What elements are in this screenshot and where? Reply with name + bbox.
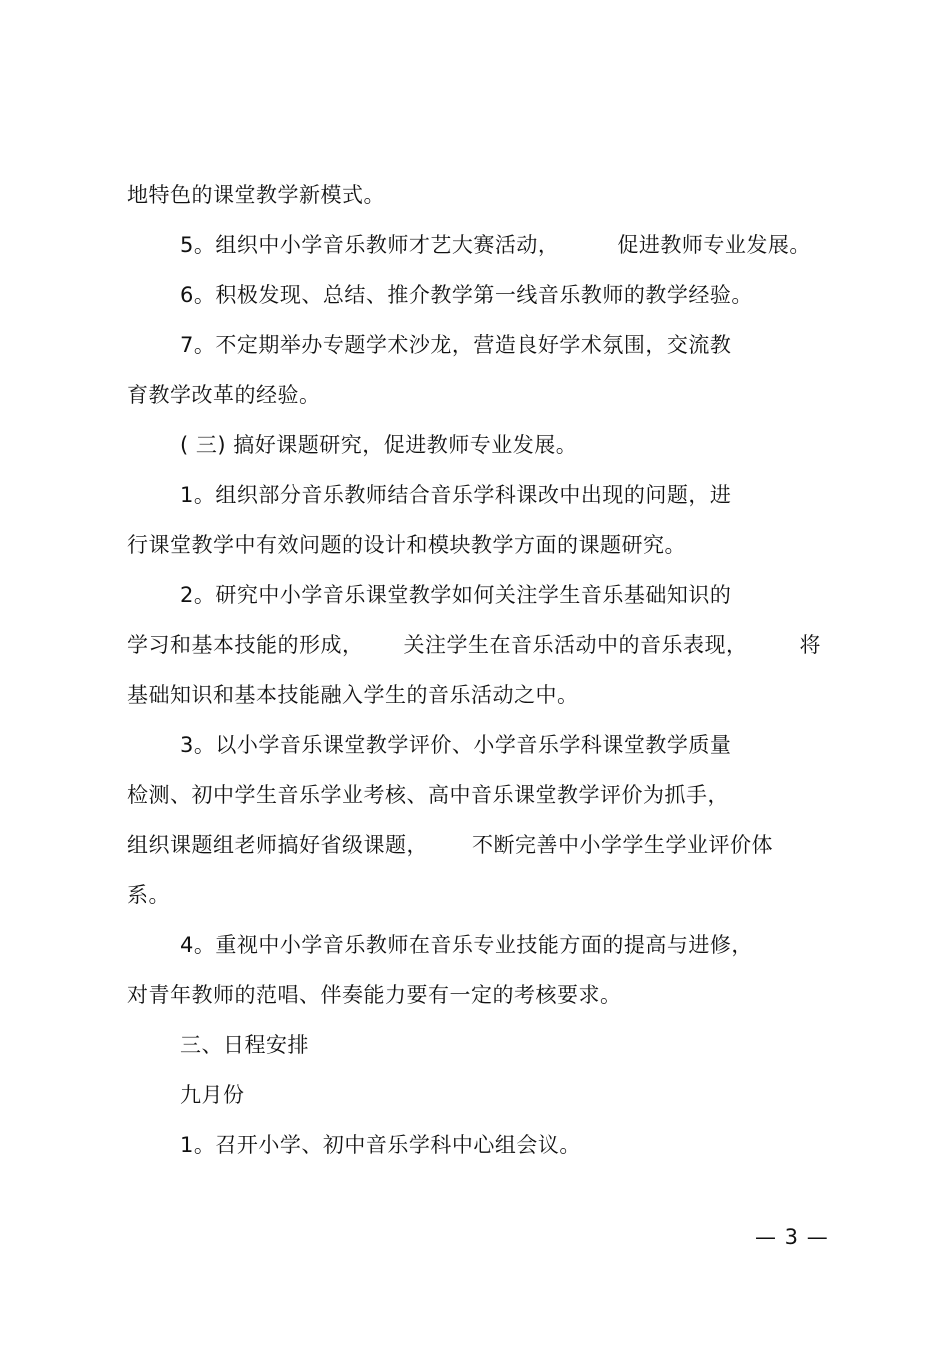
text-fragment: 关注学生在音乐活动中的音乐表现， [403,633,748,657]
text-line-18 [180,1030,309,1060]
subheading: 九月份 [180,1083,245,1107]
page-number: — 3 — [755,1225,829,1249]
text-line-12 [180,730,731,760]
text-line-8 [127,530,686,560]
text-fragment: 1。组织部分音乐教师结合音乐学科课改中出现的问题，进 [180,483,732,507]
text-fragment: 行课堂教学中有效问题的设计和模块教学方面的课题研究。 [127,533,686,557]
text-fragment: 将 [799,633,821,657]
text-fragment: 检测、初中学生音乐学业考核、高中音乐课堂教学评价为抓手， [127,783,729,807]
text-fragment: 组织课题组老师搞好省级课题， [127,833,428,857]
text-fragment: 学习和基本技能的形成， [127,633,364,657]
text-line-5 [127,380,321,410]
text-fragment: 2。研究中小学音乐课堂教学如何关注学生音乐基础知识的 [180,583,732,607]
text-line-10 [127,630,821,660]
section-heading: 三、日程安排 [180,1033,309,1057]
text-line-4 [180,330,731,360]
text-line-16 [180,930,753,960]
text-fragment: 7。不定期举办专题学术沙龙，营造良好学术氛围，交流教 [180,333,732,357]
text-line-14 [127,830,773,860]
text-line-9 [180,580,731,610]
text-fragment: 地特色的课堂教学新模式。 [127,183,385,207]
text-line-1 [127,180,385,210]
text-fragment: 育教学改革的经验。 [127,383,321,407]
text-fragment: 促进教师专业发展。 [617,233,811,257]
text-line-3 [180,280,753,310]
text-fragment: 系。 [127,883,170,907]
text-line-20 [180,1130,581,1160]
text-fragment: 6。积极发现、总结、推介教学第一线音乐教师的教学经验。 [180,283,753,307]
text-fragment: 对青年教师的范唱、伴奏能力要有一定的考核要求。 [127,983,622,1007]
section-heading: ( 三) 搞好课题研究，促进教师专业发展。 [180,433,578,457]
text-fragment: 3。以小学音乐课堂教学评价、小学音乐学科课堂教学质量 [180,733,732,757]
text-fragment: 4。重视中小学音乐教师在音乐专业技能方面的提高与进修， [180,933,753,957]
text-line-2 [180,230,811,260]
text-fragment: 5。组织中小学音乐教师才艺大赛活动， [180,233,560,257]
text-fragment: 1。召开小学、初中音乐学科中心组会议。 [180,1133,581,1157]
text-line-15 [127,880,170,910]
text-line-13 [127,780,729,810]
text-line-11 [127,680,579,710]
text-line-17 [127,980,622,1010]
text-line-6 [180,430,577,460]
text-fragment: 基础知识和基本技能融入学生的音乐活动之中。 [127,683,579,707]
text-fragment: 不断完善中小学学生学业评价体 [472,833,773,857]
text-line-19 [180,1080,245,1110]
text-line-7 [180,480,731,510]
